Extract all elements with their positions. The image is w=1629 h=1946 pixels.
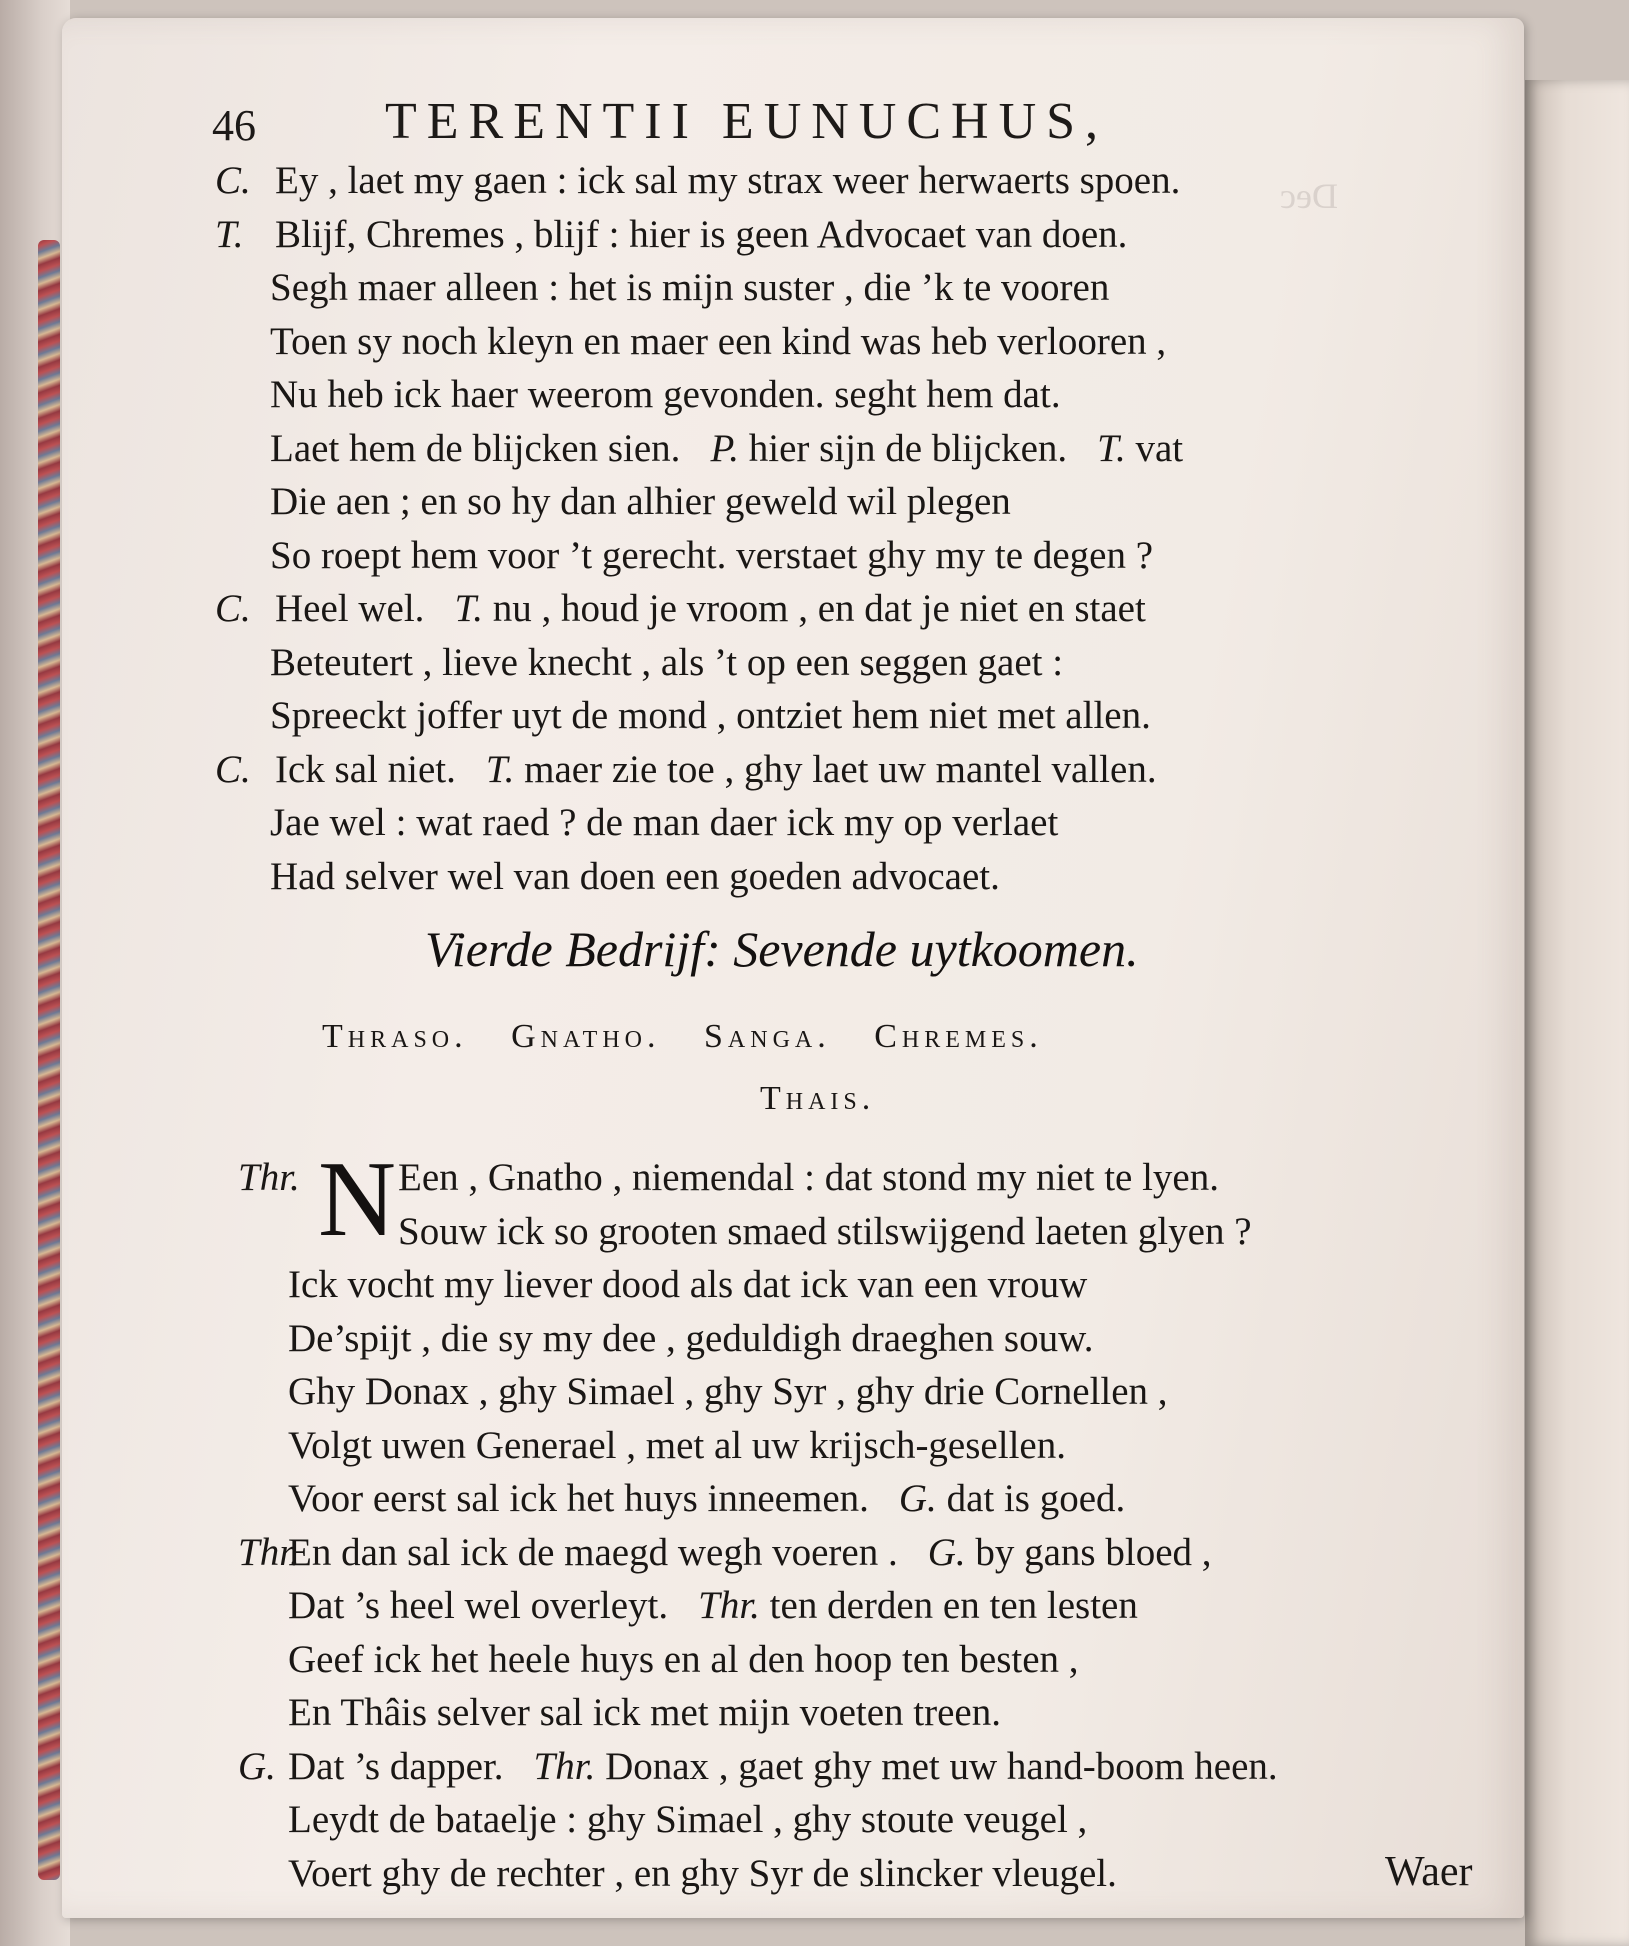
- verse-text: Een , Gnatho , niemendal : dat stond my niet te lyen.: [398, 1156, 1219, 1199]
- verse-line: [288, 1851, 1117, 1896]
- verse-text: Had selver wel van doen een goeden advocaet.: [270, 854, 1000, 898]
- scene-title: Vierde Bedrijf: Sevende uytkoomen.: [425, 921, 1139, 977]
- verse-text: Toen sy noch kleyn en maer een kind was heb verlooren ,: [270, 319, 1167, 363]
- verse-line: [270, 426, 1183, 471]
- speaker-tag: Thr.: [238, 1156, 300, 1199]
- verse-text: Laet hem de blijcken sien.: [270, 426, 681, 470]
- show-through: Dec: [1280, 176, 1338, 216]
- verse-text: Voert ghy de rechter , en ghy Syr de slincker vleugel.: [288, 1851, 1117, 1895]
- speaker-tag: T.: [485, 747, 525, 791]
- verse-text: Voor eerst sal ick het huys inneemen.: [288, 1477, 869, 1520]
- verse-line: [238, 1744, 1278, 1789]
- verse-text: Beteutert , lieve knecht , als ’t op een seggen gaet :: [270, 640, 1064, 684]
- verse-line: [288, 1369, 1168, 1414]
- facing-page-edge: [1525, 80, 1629, 1946]
- verse-line: [288, 1797, 1087, 1842]
- verse-text: Blijf, Chremes , blijf : hier is geen Advocaet van doen.: [275, 212, 1128, 256]
- verse-line: [215, 158, 1180, 203]
- verse-text: Spreeckt joffer uyt de mond , ontziet hem niet met allen.: [270, 694, 1151, 737]
- verse-text: Dat ’s heel wel overleyt.: [288, 1584, 669, 1627]
- verse-text: Die aen ; en so hy dan alhier geweld wil plegen: [270, 480, 1011, 523]
- verse-text: Volgt uwen Generael , met al uw krijsch-gesellen.: [288, 1423, 1066, 1467]
- speaker-tag: G.: [238, 1744, 276, 1788]
- verse-line: [215, 212, 1127, 257]
- verse-line: [270, 693, 1151, 738]
- verse-line: [215, 747, 1157, 792]
- verse-text: Segh maer alleen : het is mijn suster , die ’k te vooren: [270, 266, 1110, 309]
- verse-text: vat: [1135, 426, 1184, 470]
- verse-line: [270, 640, 1063, 685]
- verse-line: [288, 1262, 1087, 1307]
- verse-line: [288, 1690, 1001, 1735]
- verse-text: Nu heb ick haer weerom gevonden. seght hem dat.: [270, 373, 1061, 416]
- verse-line: [270, 479, 1011, 524]
- speaker-tag: G.: [898, 1477, 947, 1520]
- verse-text: So roept hem voor ’t gerecht. verstaet ghy my te degen ?: [270, 533, 1154, 577]
- verse-line: [270, 265, 1109, 310]
- verse-text: Dat ’s dapper.: [288, 1744, 504, 1788]
- verse-text: dat is goed.: [946, 1477, 1126, 1520]
- speaker-tag: Thr.: [533, 1744, 606, 1788]
- verse-line: [270, 319, 1166, 364]
- verse-line: [238, 1530, 1212, 1575]
- verse-text: En Thâis selver sal ick met mijn voeten treen.: [288, 1691, 1001, 1734]
- verse-line: [398, 1209, 1252, 1254]
- verse-line: [288, 1316, 1093, 1361]
- speaker-tag: T.: [215, 212, 244, 256]
- verse-text: maer zie toe , ghy laet uw mantel vallen.: [524, 747, 1157, 791]
- verse-text: Ghy Donax , ghy Simael , ghy Syr , ghy drie Cornellen ,: [288, 1370, 1168, 1413]
- verse-line: [215, 586, 1146, 631]
- verse-text: ten derden en ten lesten: [769, 1584, 1138, 1627]
- cast-list: Thraso. Gnatho. Sanga. Chremes.: [322, 1018, 1043, 1055]
- verse-text: En dan sal ick de maegd wegh voeren .: [288, 1530, 898, 1574]
- verse-line: [270, 800, 1058, 845]
- verse-text: Donax , gaet ghy met uw hand-boom heen.: [605, 1744, 1278, 1788]
- verse-text: De’spijt , die sy my dee , geduldigh draeghen souw.: [288, 1316, 1094, 1360]
- marbled-page-edge: [38, 240, 60, 1880]
- speaker-tag: T.: [1097, 426, 1136, 470]
- verse-line: [270, 533, 1153, 578]
- cast-list-continued: Thais.: [760, 1080, 876, 1117]
- speaker-tag: Thr.: [238, 1530, 300, 1574]
- verse-text: Ey , laet my gaen : ick sal my strax weer herwaerts spoen.: [275, 159, 1181, 202]
- page-number: 46: [212, 101, 256, 150]
- verse-line: [288, 1583, 1138, 1628]
- speaker-tag: T.: [454, 587, 493, 630]
- verse-line: [288, 1476, 1125, 1521]
- verse-line: [288, 1423, 1066, 1468]
- verse-text: Heel wel.: [275, 587, 425, 630]
- verse-text: by gans bloed ,: [975, 1530, 1212, 1574]
- verse-text: Leydt de bataelje : ghy Simael , ghy stoute veugel ,: [288, 1798, 1088, 1841]
- speaker-tag: C.: [215, 747, 251, 791]
- verse-text: Geef ick het heele huys en al den hoop ten besten ,: [288, 1637, 1079, 1681]
- verse-text: Ick sal niet.: [275, 747, 456, 791]
- drop-capital: N: [318, 1140, 396, 1259]
- verse-text: Jae wel : wat raed ? de man daer ick my op verlaet: [270, 801, 1059, 844]
- verse-line: [270, 854, 1000, 899]
- verse-text: Ick vocht my liever dood als dat ick van een vrouw: [288, 1263, 1088, 1306]
- speaker-tag: Thr.: [698, 1584, 770, 1627]
- speaker-tag: G.: [927, 1530, 976, 1574]
- speaker-tag: C.: [215, 587, 251, 630]
- verse-line: [270, 372, 1061, 417]
- catchword: Waer: [1385, 1849, 1473, 1895]
- speaker-tag: C.: [215, 159, 251, 202]
- verse-text: nu , houd je vroom , en dat je niet en staet: [492, 587, 1146, 630]
- running-head: TERENTII EUNUCHUS,: [385, 93, 1109, 150]
- verse-text: Souw ick so grooten smaed stilswijgend laeten glyen ?: [398, 1209, 1252, 1253]
- speaker-tag: P.: [710, 426, 749, 470]
- verse-line: [288, 1637, 1079, 1682]
- verse-text: hier sijn de blijcken.: [748, 426, 1068, 470]
